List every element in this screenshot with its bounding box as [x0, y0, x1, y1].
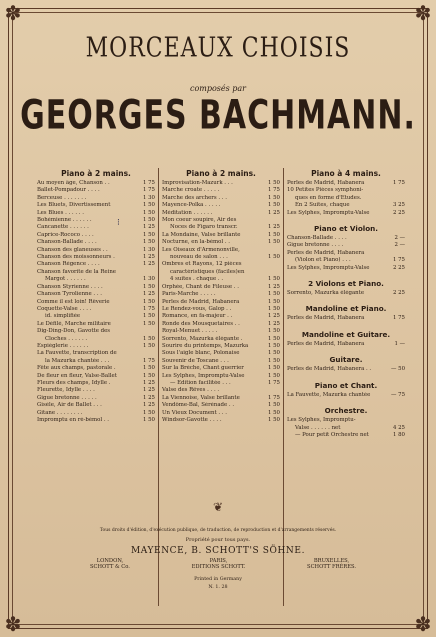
entry-title: Gigue bretonne . . . .: [287, 242, 344, 249]
catalog-entry: [162, 313, 280, 320]
catalog-entry: [162, 402, 280, 409]
entry-price: 1 50: [267, 365, 280, 372]
entry-price: 1 50: [267, 342, 280, 349]
catalog-entry: [37, 313, 155, 320]
entry-title: Mayence-Polka . . . . .: [162, 202, 221, 209]
entry-title: Le Défilé, Marche militaire: [37, 320, 111, 327]
catalog-entry: [37, 239, 155, 246]
entry-title: La Viennoise, Valse brillante: [162, 394, 240, 401]
entry-price: 1 50: [267, 357, 280, 364]
entry-title: Chanson-Ballade . . . .: [37, 239, 97, 246]
entry-price: 1 25: [142, 261, 155, 268]
entry-price: 1 50: [267, 194, 280, 201]
entry-price: 1 25: [267, 224, 280, 231]
section-heading: 2 Violons et Piano.: [308, 279, 384, 289]
entry-title: Sorrento, Mazurka élégante: [287, 290, 365, 297]
catalog-entry: [37, 291, 155, 298]
entry-title: ques en forme d'Etudes.: [295, 194, 362, 201]
catalog-entry: [37, 254, 155, 261]
entry-price: 2 25: [392, 290, 405, 297]
entry-title: Les Oiseaux d'Armenonville,: [162, 246, 240, 253]
catalog-entry: [37, 276, 155, 283]
entry-title: Valse des Rêves . . . .: [162, 387, 220, 394]
entry-price: 1 25: [267, 320, 280, 327]
entry-title: Les Blues . . . . . .: [37, 209, 84, 216]
catalog-entry: [37, 232, 155, 239]
catalog-entry: [37, 343, 155, 350]
catalog-entry: [37, 284, 155, 291]
catalog-entry: [162, 195, 280, 202]
entry-title: Caprice-Rococo . . . .: [37, 231, 94, 238]
entry-title: Nocturne, en la-bémol . .: [162, 239, 230, 246]
entry-price: 1 30: [142, 194, 155, 201]
entry-price: 1 50: [267, 305, 280, 312]
catalog-entry: [37, 261, 155, 268]
catalog-entry: [37, 350, 155, 357]
entry-price: 1 50: [267, 239, 280, 246]
section-heading: Piano à 4 mains.: [311, 169, 381, 178]
entry-title: Sous l'aigle blanc, Polonaise: [162, 350, 240, 357]
entry-title: nouveau de salon . . .: [170, 254, 228, 261]
catalog-entry: [162, 380, 280, 387]
catalog-entry: [162, 210, 280, 217]
entry-price: 1 50: [142, 342, 155, 349]
entry-price: 4 25: [392, 424, 405, 431]
entry-price: 1 50: [142, 239, 155, 246]
entry-price: 1 50: [142, 372, 155, 379]
catalog-entry: [37, 180, 155, 187]
entry-title: En 2 Suites, chaque: [295, 202, 350, 209]
entry-title: Gitane . . . . . . . .: [37, 409, 83, 416]
entry-title: La Fauvette, Mazurka chantée: [287, 391, 371, 398]
entry-title: Chanson Styrienne . . . .: [37, 283, 103, 290]
entry-title: Cloches . . . . . .: [45, 335, 88, 342]
entry-title: Souvenir de Toscane . . .: [162, 357, 229, 364]
entry-price: 1 50: [267, 328, 280, 335]
entry-title: Romance, en fa-majeur . .: [162, 313, 233, 320]
entry-title: Paris-Marche . . . . .: [162, 291, 216, 298]
entry-title: 10 Petites Pièces symphoni-: [287, 187, 364, 194]
catalog-entry: [162, 306, 280, 313]
catalog-entry: [287, 425, 405, 432]
catalog-entry: [287, 341, 405, 348]
entry-title: Fleurette, Idylle . . . .: [37, 387, 95, 394]
entry-price: 1 50: [142, 283, 155, 290]
corner-ornament-icon: ✽: [4, 1, 22, 25]
entry-title: (Violon et Piano) . . .: [295, 257, 351, 264]
entry-price: 1 50: [142, 298, 155, 305]
catalog-entry: [37, 402, 155, 409]
entry-title: La Fauvette, transcription de: [37, 350, 117, 357]
entry-title: Chanson des moissonneurs .: [37, 254, 115, 261]
branch: [192, 558, 246, 570]
catalog-entry: [162, 224, 280, 231]
catalog-entry: [287, 290, 405, 297]
entry-price: 1 50: [142, 231, 155, 238]
entry-title: Berceuse . . . . . . .: [37, 194, 87, 201]
entry-title: Gisèle, Air de Ballet . . .: [37, 402, 102, 409]
catalog-entry: [37, 210, 155, 217]
entry-price: 1 50: [267, 291, 280, 298]
entry-price: 1 50: [142, 313, 155, 320]
entry-price: 1 50: [267, 231, 280, 238]
entry-price: 1 50: [267, 298, 280, 305]
entry-price: 1 75: [392, 257, 405, 264]
entry-price: 2 —: [394, 242, 405, 249]
catalog-entry: [162, 254, 280, 261]
catalog-entry: [37, 336, 155, 343]
entry-price: 1 30: [142, 246, 155, 253]
catalog-list: [162, 180, 280, 424]
catalog-entry: [37, 269, 155, 276]
entry-title: Méditation . . . . . .: [162, 209, 213, 216]
entry-title: Les Sylphes, Impromptu-Valse: [287, 264, 370, 271]
entry-price: [262, 247, 280, 254]
section-heading: Piano et Chant.: [314, 380, 378, 390]
property-notice: Propriété pour tous pays.: [185, 537, 251, 543]
branch: [307, 558, 356, 570]
entry-title: Orphée, Chant de Fileuse . .: [162, 283, 239, 290]
ornament-icon: ❦: [212, 500, 224, 514]
entry-title: Chanson des glaneuses . .: [37, 246, 108, 253]
catalog-entry: [287, 210, 405, 217]
entry-price: 1 25: [142, 394, 155, 401]
catalog-entry: [287, 235, 405, 242]
entry-price: 1 50: [142, 202, 155, 209]
catalog-entry: [37, 202, 155, 209]
entry-price: 1 75: [392, 180, 405, 186]
catalog-entry: [287, 180, 405, 187]
entry-price: [137, 328, 155, 335]
entry-title: Bohémienne . . . . . .: [37, 217, 92, 224]
entry-title: Noces de Figaro transcr.: [170, 224, 238, 231]
catalog-entry: [162, 417, 280, 424]
entry-title: Coquette-Valse . . . .: [37, 305, 92, 312]
entry-title: Fête aux champs, pastorale .: [37, 365, 116, 372]
entry-price: 1 50: [267, 372, 280, 379]
catalog-entry: [162, 410, 280, 417]
section-heading: Mandoline et Piano.: [305, 304, 387, 314]
entry-price: 2 25: [392, 264, 405, 271]
entry-title: Comme il est loin! Rêverie: [37, 298, 110, 305]
entry-price: 1 50: [267, 335, 280, 342]
entry-title: Impromptu en ré-bémol . .: [37, 417, 109, 423]
catalog-entry: [37, 417, 155, 424]
entry-title: Au moyen âge, Chanson . .: [37, 180, 110, 186]
branch-city: BRUXELLES,: [313, 558, 350, 564]
catalog-entry: [287, 417, 405, 424]
entry-price: 1 75: [142, 180, 155, 186]
entry-title: Gigue bretonne . . . . .: [37, 394, 97, 401]
catalog-entry: [37, 328, 155, 335]
entry-title: Les Sylphes, Impromptu-: [287, 417, 356, 424]
branch-city: LONDON,: [96, 558, 124, 564]
entry-price: [387, 250, 405, 257]
section-heading: Piano et Violon.: [313, 224, 379, 234]
catalog-entry: [162, 387, 280, 394]
entry-title: Mon coeur soupire, Air des: [162, 217, 237, 224]
entry-title: Improvisation-Mazurk . . .: [162, 180, 233, 186]
catalog-entry: [162, 247, 280, 254]
entry-title: Les Bluets, Divertissement: [37, 202, 111, 209]
catalog-entry: [162, 202, 280, 209]
entry-title: Fleurs des champs, Idylle .: [37, 379, 111, 386]
plate-number: N. 1. 28: [208, 585, 228, 590]
branch-city: PARIS,: [209, 558, 228, 564]
branch-firm: SCHOTT & Co.: [90, 564, 130, 570]
catalog-entry: [37, 217, 155, 224]
catalog-entry: [162, 261, 280, 268]
catalog-entry: [287, 195, 405, 202]
entry-title: De fleur en fleur, Valse-Ballet: [37, 372, 117, 379]
entry-title: Windsor-Gavotte . . . .: [162, 417, 222, 423]
entry-price: 1 50: [267, 180, 280, 186]
catalog-entry: [162, 373, 280, 380]
entry-title: Ombres et Rayons, 12 pièces: [162, 261, 242, 268]
catalog-entry: [162, 284, 280, 291]
catalog-entry: [162, 321, 280, 328]
entry-title: Chanson Tyrolienne . . .: [37, 291, 102, 298]
entry-title: caractéristiques (faciles)en: [170, 268, 245, 275]
entry-title: Ronde des Mousquetaires . .: [162, 320, 240, 327]
rights-notice: Tous droits d'édition, d'exécution publique, de traduction, de reproduction et d'arrangements réservés.: [99, 528, 337, 533]
branch-firm: EDITIONS SCHOTT.: [191, 564, 246, 570]
entry-title: Sorrento, Mazurka élégante .: [162, 335, 243, 342]
catalog-entry: [162, 328, 280, 335]
section-heading: Guitare.: [329, 355, 363, 365]
entry-title: Perles de Madrid, Habanera: [287, 315, 365, 322]
entry-title: Sourire du printemps, Mazurka: [162, 342, 249, 349]
entry-price: 3 25: [392, 202, 405, 209]
catalog-list: [37, 180, 155, 424]
catalog-entry: [37, 247, 155, 254]
entry-title: Les Sylphes, Impromptu-Valse: [162, 372, 245, 379]
catalog-entry: [287, 242, 405, 249]
entry-price: 1 50: [142, 417, 155, 423]
catalog-entry: [162, 232, 280, 239]
entry-title: — Pour petit Orchestre net: [295, 431, 369, 438]
catalog-entry: [162, 217, 280, 224]
entry-price: — 75: [391, 391, 405, 398]
entry-price: 2 25: [392, 209, 405, 216]
entry-price: 1 50: [142, 209, 155, 216]
entry-price: [387, 187, 405, 194]
entry-price: [262, 269, 280, 276]
catalog-entry: [287, 202, 405, 209]
catalog-entry: [37, 306, 155, 313]
entry-price: 1 25: [142, 224, 155, 231]
catalog-entry: [37, 373, 155, 380]
catalog-entry: [162, 343, 280, 350]
entry-title: Perles de Madrid, Habanera: [287, 340, 365, 347]
entry-price: 1 25: [267, 209, 280, 216]
branch: [90, 558, 130, 570]
publisher-branches: [90, 558, 356, 570]
entry-title: — Édition facilitée . . .: [170, 379, 231, 386]
catalog-entry: [37, 321, 155, 328]
catalog-entry: [162, 350, 280, 357]
entry-title: La Mondaine, Valse brillante: [162, 231, 241, 238]
column-heading: Piano à 2 mains.: [186, 169, 256, 178]
catalog-entry: [37, 299, 155, 306]
entry-price: [262, 387, 280, 394]
entry-title: Vendôme-Bal, Sérénade . .: [162, 402, 235, 409]
catalog-entry: [162, 365, 280, 372]
collection-title: MORCEAUX CHOISIS: [85, 32, 351, 65]
entry-title: Perles de Madrid, Habanera: [162, 298, 240, 305]
entry-price: [137, 350, 155, 357]
entry-price: 1 75: [267, 379, 280, 386]
entry-price: 1 50: [267, 202, 280, 209]
entry-title: Le Rendez-vous, Galop . .: [162, 305, 232, 312]
catalog-entry: [162, 276, 280, 283]
subtitle: composés par: [189, 84, 247, 93]
entry-price: 1 75: [392, 315, 405, 322]
section-heading: Mandoline et Guitare.: [301, 329, 391, 339]
corner-ornament-icon: ✽: [414, 612, 432, 636]
entry-price: [262, 261, 280, 268]
entry-price: 1 50: [142, 217, 155, 224]
catalog-entry: [37, 365, 155, 372]
entry-title: Chanson favorite de la Reine: [37, 268, 116, 275]
catalog-entry: [287, 250, 405, 257]
entry-title: Cancanette . . . . . .: [37, 224, 89, 231]
catalog-entry: [37, 410, 155, 417]
entry-title: Un Vieux Document . . .: [162, 409, 227, 416]
catalog-entry: [287, 315, 405, 322]
entry-price: 1 50: [142, 365, 155, 372]
entry-price: 1 75: [142, 357, 155, 364]
entry-title: Sur la Brèche, Chant guerrier: [162, 365, 244, 372]
corner-ornament-icon: ✽: [414, 1, 432, 25]
entry-price: 1 25: [142, 387, 155, 394]
entry-price: — 50: [391, 366, 405, 373]
catalog-entry: [162, 239, 280, 246]
catalog-entry: [287, 265, 405, 272]
entry-price: 1 50: [267, 350, 280, 357]
entry-price: 1 75: [267, 187, 280, 194]
catalog-entry: [287, 432, 405, 439]
entry-title: Dig-Ding-Don, Gavotte des: [37, 328, 111, 335]
entry-price: [387, 417, 405, 424]
catalog-entry: [162, 299, 280, 306]
entry-price: 1 80: [392, 431, 405, 438]
entry-price: 1 50: [267, 402, 280, 409]
catalog-entry: [287, 366, 405, 373]
entry-price: [387, 195, 405, 202]
printed-in: Printed in Germany: [194, 577, 242, 582]
catalog-entry: [37, 387, 155, 394]
composer-name: GEORGES BACHMANN.: [20, 91, 416, 140]
entry-title: la Mazurka chantée . . .: [45, 357, 110, 364]
section-heading: Orchestre.: [324, 406, 368, 416]
entry-price: 1 25: [142, 379, 155, 386]
entry-price: 1 30: [142, 276, 155, 283]
entry-title: Marche croate . . . . .: [162, 187, 220, 194]
catalog-entry: [162, 358, 280, 365]
entry-price: 1 50: [142, 409, 155, 416]
entry-price: 1 75: [142, 305, 155, 312]
entry-price: 1 25: [267, 283, 280, 290]
entry-price: 1 —: [394, 340, 405, 347]
entry-title: id. simplifiée: [45, 313, 81, 320]
entry-title: 4 suites . chaque . .: [170, 276, 224, 283]
column-heading: Piano à 2 mains.: [61, 169, 131, 178]
entry-price: 1 75: [267, 394, 280, 401]
entry-title: Valse . . . . . . net: [295, 424, 341, 431]
catalog-entry: [287, 392, 405, 399]
entry-price: 1 50: [267, 409, 280, 416]
entry-title: Chanson Régence . . . .: [37, 261, 100, 268]
branch-firm: SCHOTT FRÈRES.: [307, 564, 356, 570]
catalog-entry: [162, 269, 280, 276]
entry-price: 1 25: [142, 402, 155, 409]
entry-price: [137, 269, 155, 276]
catalog-entry: [37, 224, 155, 231]
entry-price: 1 25: [142, 291, 155, 298]
pencil-mark-icon: ⁝: [117, 218, 120, 228]
entry-price: 1 50: [267, 417, 280, 423]
entry-price: 1 75: [142, 187, 155, 194]
catalog-entry: [162, 395, 280, 402]
entry-title: Les Sylphes, Impromptu-Valse: [287, 209, 370, 216]
catalog-entry: [287, 257, 405, 264]
entry-price: 1 50: [267, 276, 280, 283]
entry-title: Perles de Madrid, Habanera . .: [287, 366, 372, 373]
publisher-name: MAYENCE, B. SCHOTT'S SÖHNE.: [130, 546, 306, 556]
entry-title: Chanson-Ballade . . . .: [287, 235, 347, 242]
entry-title: Marche des archers . . .: [162, 194, 227, 201]
catalog-entry: [37, 195, 155, 202]
corner-ornament-icon: ✽: [4, 612, 22, 636]
catalog-entry: [37, 358, 155, 365]
entry-price: 2 —: [394, 235, 405, 242]
entry-price: 1 50: [267, 254, 280, 261]
catalog-entry: [162, 336, 280, 343]
entry-title: Ballet-Pompadour . . . .: [37, 187, 100, 194]
entry-title: Perles de Madrid, Habanera: [287, 180, 365, 186]
entry-price: 1 50: [142, 320, 155, 327]
entry-title: Espièglerie . . . . . .: [37, 342, 89, 349]
catalog-entry: [162, 187, 280, 194]
catalog-entry: [37, 395, 155, 402]
entry-price: 1 25: [142, 254, 155, 261]
catalog-entry: [287, 187, 405, 194]
entry-title: Margot . . . . . .: [45, 276, 86, 283]
entry-price: [262, 217, 280, 224]
entry-price: 1 25: [267, 313, 280, 320]
entry-title: Perles de Madrid, Habanera: [287, 249, 365, 256]
catalog-entry: [162, 291, 280, 298]
catalog-entry: [37, 380, 155, 387]
catalog-entry: [37, 187, 155, 194]
entry-price: 1 50: [142, 335, 155, 342]
catalog-entry: [162, 180, 280, 187]
entry-title: Royal-Menuet . . . . .: [162, 328, 218, 335]
